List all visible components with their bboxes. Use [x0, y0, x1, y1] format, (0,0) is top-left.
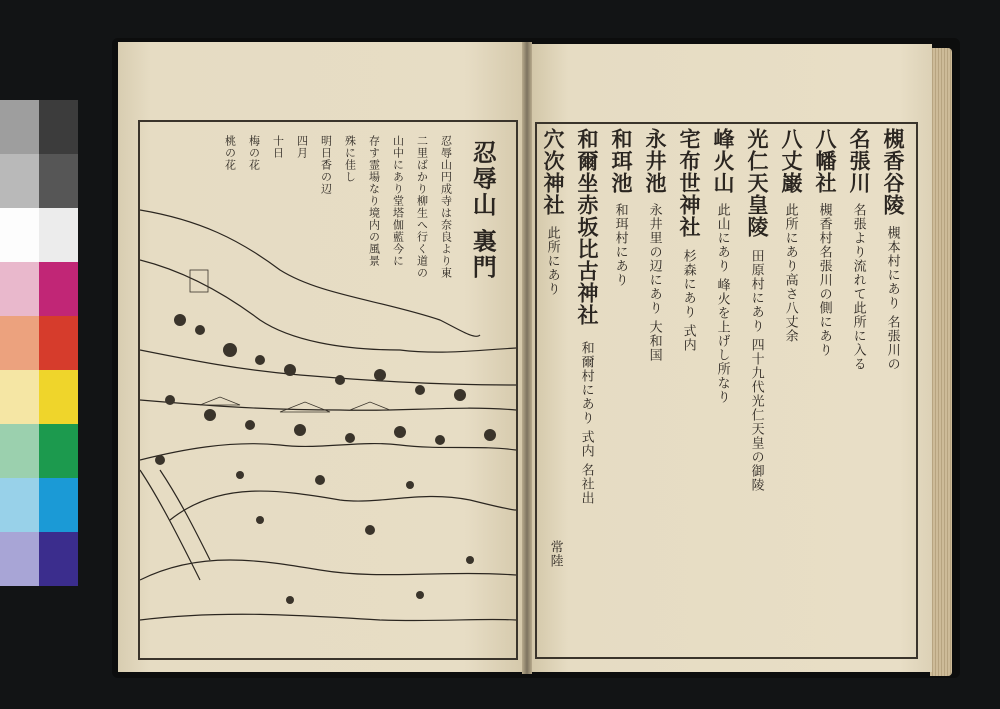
entry-text: 杉森にあり 式内: [680, 249, 696, 353]
color-swatch: [0, 316, 39, 370]
footer-note: 常陸: [547, 540, 563, 568]
left-text-column: 桃の花: [223, 135, 237, 171]
entry-text: 此所にあり高さ八丈余: [782, 203, 798, 343]
color-calibration-chart: [0, 100, 78, 588]
color-swatch: [39, 154, 78, 208]
left-text-column: 殊に佳し: [343, 135, 357, 183]
entry-heading: 穴次神社: [541, 128, 567, 216]
left-text-column: 二里ばかり柳生へ行く道の: [415, 135, 429, 279]
left-text-column: 梅の花: [247, 135, 261, 171]
color-swatch: [0, 424, 39, 478]
entry-text: 永井里の辺にあり 大和国: [646, 203, 662, 363]
entry-text: 田原村にあり 四十九代光仁天皇の御陵: [748, 249, 764, 493]
entry-heading: 和珥池: [609, 128, 635, 194]
entry-heading: 槻香谷陵: [881, 128, 907, 216]
entry-heading: 宅布世神社: [677, 128, 703, 238]
entry-text: 和爾村にあり 式内 名社出: [578, 341, 594, 506]
entry-text: 和珥村にあり: [612, 203, 628, 287]
color-swatch: [39, 316, 78, 370]
color-swatch: [39, 424, 78, 478]
entry-text: 此所にあり: [544, 226, 560, 296]
entry-heading: 永井池: [643, 128, 669, 194]
left-text-column: 明日香の辺: [319, 135, 333, 195]
color-swatch: [39, 100, 78, 154]
entry-text: 槻香村名張川の側にあり: [816, 203, 832, 357]
color-swatch: [0, 478, 39, 532]
color-swatch: [39, 478, 78, 532]
entry-text: 槻本村にあり 名張川の: [884, 226, 900, 372]
color-swatch: [0, 532, 39, 586]
left-text-column: 四月: [295, 135, 309, 159]
color-swatch: [0, 370, 39, 424]
entry-heading: 八幡社: [813, 128, 839, 194]
color-swatch: [39, 262, 78, 316]
color-swatch: [39, 370, 78, 424]
entry-heading: 光仁天皇陵: [745, 128, 771, 238]
entry-heading: 名張川: [847, 128, 873, 194]
entry-heading: 和爾坐赤坂比古神社: [575, 128, 601, 326]
color-swatch: [0, 208, 39, 262]
color-swatch: [39, 532, 78, 586]
page-edges: [930, 48, 952, 676]
entry-heading: 峰火山: [711, 128, 737, 194]
entry-text: 此山にあり 峰火を上げし所なり: [714, 203, 730, 405]
color-swatch: [0, 100, 39, 154]
left-text-column: 十日: [271, 135, 285, 159]
left-text-column: 忍辱山円成寺は奈良より東: [439, 135, 453, 279]
color-swatch: [0, 262, 39, 316]
entry-heading: 八丈巌: [779, 128, 805, 194]
left-text-column: 存す霊場なり境内の風景: [367, 135, 381, 267]
page-title: 忍辱山 裏門: [468, 140, 498, 281]
color-swatch: [39, 208, 78, 262]
book-gutter: [522, 42, 532, 674]
left-text-column: 山中にあり堂塔伽藍今に: [391, 135, 405, 267]
landscape-illustration: [140, 200, 516, 658]
color-swatch: [0, 154, 39, 208]
entry-text: 名張より流れて此所に入る: [850, 203, 866, 371]
